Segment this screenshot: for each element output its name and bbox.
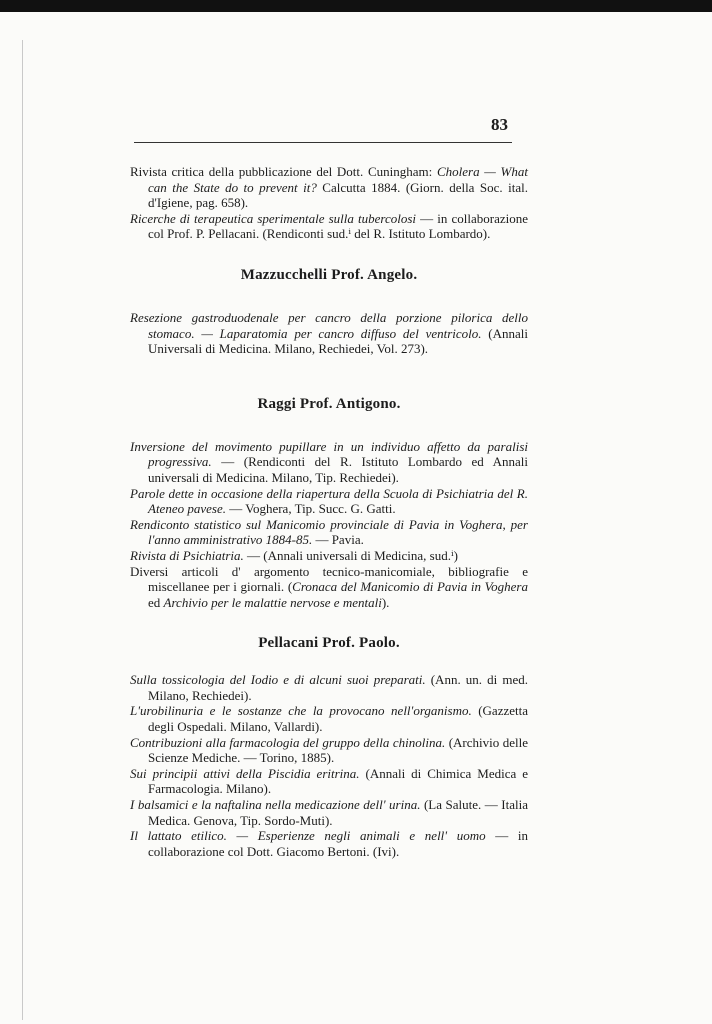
bibliography-entry bbox=[130, 766, 528, 797]
entry-text: (Gazzetta degli Ospedali. Milano, Vallardi). bbox=[148, 703, 529, 735]
entry-title-italic: Cholera — What can the State do to prevent it? bbox=[148, 164, 528, 195]
entry-text: Calcutta 1884. (Giorn. della Soc. ital. d'Igiene, pag. 658). bbox=[148, 179, 529, 211]
entry-title-italic: Ricerche di terapeutica sperimentale sulla tubercolosi bbox=[130, 210, 417, 226]
bibliography-entry bbox=[130, 797, 528, 828]
bibliography-entry bbox=[130, 564, 528, 611]
entry-text: — (Rendiconti del R. Istituto Lombardo ed Annali universali di Medicina. Milano, Tip. Rechiedei). bbox=[148, 454, 528, 485]
entry-text: (La Salute. — Italia Medica. Genova, Tip. Sordo-Muti). bbox=[148, 797, 528, 828]
entry-text: — in collaborazione col Prof. P. Pellacani. (Rendiconti sud.ⁱ del R. Istituto Lombardo). bbox=[148, 210, 528, 242]
section-2-entries bbox=[130, 439, 528, 611]
section-heading-raggi: Raggi Prof. Antigono. bbox=[257, 395, 401, 412]
bibliography-entry bbox=[130, 828, 528, 859]
entry-title-italic: Rivista di Psichiatria. bbox=[130, 547, 244, 563]
entry-text: (Archivio delle Scienze Mediche. — Torino, 1885). bbox=[148, 734, 528, 766]
entry-title-italic: Contribuzioni alla farmacologia del gruppo della chinolina. bbox=[130, 734, 446, 750]
entry-title-italic: Sui principii attivi della Piscidia eritrina. bbox=[130, 765, 360, 781]
bibliography-entry bbox=[130, 672, 528, 703]
bibliography-entry bbox=[130, 517, 528, 548]
entry-text: — (Annali universali di Medicina, sud.ⁱ) bbox=[243, 547, 458, 563]
entry-title-italic: Il lattato etilico. — Esperienze negli animali e nell' uomo bbox=[130, 828, 486, 844]
entry-title-italic: Rendiconto statistico sul Manicomio provinciale di Pavia in Voghera, per l'anno amministrativo 1884-85. bbox=[130, 516, 528, 548]
bibliography-entry bbox=[130, 164, 528, 211]
entry-title-italic: Cronaca del Manicomio di Pavia in Voghera bbox=[292, 579, 528, 595]
entry-text: — Voghera, Tip. Succ. G. Gatti. bbox=[225, 501, 396, 517]
bibliography-entry bbox=[130, 735, 528, 766]
section-0-entries bbox=[130, 164, 528, 242]
entry-title-italic: Parole dette in occasione della riapertura della Scuola di Psichiatria del R. Ateneo pavese. bbox=[130, 485, 528, 517]
entry-text: ed bbox=[148, 594, 164, 610]
bibliography-entry bbox=[130, 439, 528, 486]
page-number: 83 bbox=[491, 115, 508, 134]
entry-text: (Annali di Chimica Medica e Farmacologia. Milano). bbox=[148, 765, 528, 797]
entry-title-italic: Sulla tossicologia del Iodio e di alcuni suoi preparati. bbox=[130, 672, 426, 688]
entry-title-italic: L'urobilinuria e le sostanze che la provocano nell'organismo. bbox=[130, 703, 472, 719]
entry-text: (Ann. un. di med. Milano, Rechiedei). bbox=[148, 672, 528, 703]
entry-text: — in collaborazione col Dott. Giacomo Bertoni. (Ivi). bbox=[148, 828, 528, 859]
entry-text: Rivista critica della pubblicazione del Dott. Cuningham: bbox=[130, 164, 437, 179]
bibliography-entry bbox=[130, 703, 528, 734]
bibliography-entry bbox=[130, 211, 528, 242]
bibliography-entry bbox=[130, 486, 528, 517]
scan-top-border bbox=[0, 0, 712, 12]
scan-left-edge bbox=[22, 40, 23, 1020]
bibliography-entry bbox=[130, 548, 528, 564]
header-rule bbox=[134, 142, 512, 143]
section-3-entries bbox=[130, 672, 528, 859]
entry-text: ). bbox=[381, 594, 390, 610]
entry-text: — Pavia. bbox=[312, 532, 364, 548]
entry-title-italic: Inversione del movimento pupillare in un individuo affetto da paralisi progressiva. bbox=[130, 438, 528, 470]
section-heading-pellacani: Pellacani Prof. Paolo. bbox=[258, 635, 400, 652]
page-content bbox=[130, 164, 528, 859]
entry-title-italic: Resezione gastroduodenale per cancro della porzione pilorica dello stomaco. — Laparatomia per cancro diffuso del ventricolo. bbox=[130, 309, 528, 341]
section-1-entries bbox=[130, 310, 528, 357]
entry-title-italic: Archivio per le malattie nervose e mentali bbox=[163, 594, 382, 610]
bibliography-entry bbox=[130, 310, 528, 357]
entry-text: Diversi articoli d' argomento tecnico-manicomiale, bibliografie e miscellanee per i giornali. ( bbox=[130, 563, 528, 595]
entry-title-italic: I balsamici e la naftalina nella medicazione dell' urina. bbox=[130, 797, 421, 813]
section-heading-mazzucchelli: Mazzucchelli Prof. Angelo. bbox=[240, 266, 418, 283]
entry-text: (Annali Universali di Medicina. Milano, Rechiedei, Vol. 273). bbox=[148, 325, 528, 357]
